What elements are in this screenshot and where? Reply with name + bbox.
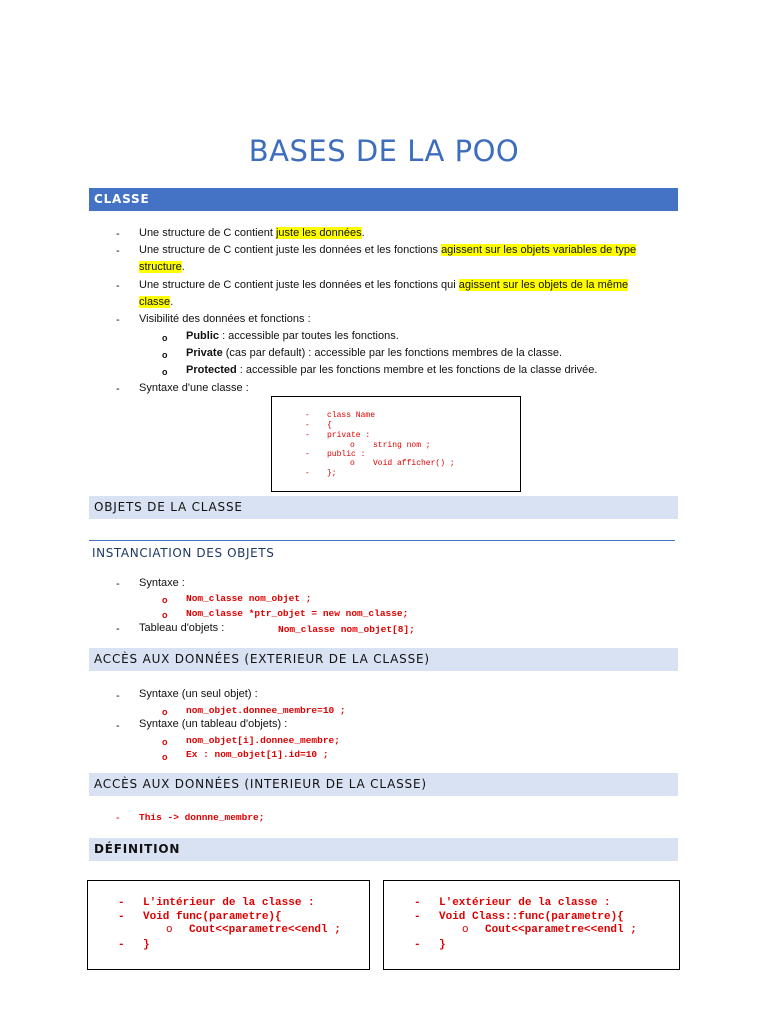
list-dash: - <box>116 383 120 395</box>
instanciation-syntaxe: Syntaxe : <box>139 577 185 589</box>
sub-bullet: o <box>162 333 168 343</box>
classe-line-2-cont: structure. <box>139 261 185 273</box>
definition-box-exterieur: - L'extérieur de la classe : - Void Class::func(parametre){ o Cout<<parametre<<endl ; - } <box>383 880 680 970</box>
code-line: L'intérieur de la classe : <box>143 897 315 909</box>
class-syntax-box: - class Name - { - private : o string nom ; - public : o Void afficher() ; - }; <box>271 396 521 492</box>
section-header-classe: CLASSE <box>89 188 678 211</box>
list-dash: - <box>116 228 120 240</box>
list-dash: - <box>116 578 120 590</box>
code-line: Cout<<parametre<<endl ; <box>485 924 637 936</box>
classe-line-2: Une structure de C contient juste les données et les fonctions agissent sur les objets variables de type <box>139 244 637 256</box>
code-line: L'extérieur de la classe : <box>439 897 611 909</box>
code-line: } <box>439 939 446 951</box>
code-line: class Name <box>327 411 376 420</box>
sub-bullet: o <box>162 367 168 377</box>
instanciation-tableau: Tableau d'objets : <box>139 622 225 634</box>
sub-bullet: o <box>162 350 168 360</box>
list-dash: - <box>116 245 120 257</box>
visibility-public: Public : accessible par toutes les fonctions. <box>186 330 399 342</box>
code-line: string nom ; <box>373 441 431 450</box>
subsection-instanciation: INSTANCIATION DES OBJETS <box>89 540 675 564</box>
code-line: nom_objet.donnee_membre=10 ; <box>186 705 346 716</box>
sub-bullet: o <box>162 610 168 620</box>
code-line: Nom_classe nom_objet[8]; <box>278 624 415 635</box>
definition-box-interieur: - L'intérieur de la classe : - Void func(parametre){ o Cout<<parametre<<endl ; - } <box>87 880 370 970</box>
sub-bullet: o <box>162 737 168 747</box>
acces-ext-syntaxe-2: Syntaxe (un tableau d'objets) : <box>139 718 288 730</box>
visibility-protected: Protected : accessible par les fonctions membre et les fonctions de la classe drivée. <box>186 364 598 376</box>
list-dash: - <box>116 280 120 292</box>
list-dash: - <box>116 623 120 635</box>
classe-line-4: Visibilité des données et fonctions : <box>139 313 311 325</box>
code-line: Nom_classe *ptr_objet = new nom_classe; <box>186 608 409 619</box>
classe-line-3: Une structure de C contient juste les données et les fonctions qui agissent sur les objets de la même <box>139 279 629 291</box>
code-line: Void Class::func(parametre){ <box>439 911 624 923</box>
sub-bullet: o <box>162 707 168 717</box>
code-line: Nom_classe nom_objet ; <box>186 593 312 604</box>
code-line: Void func(parametre){ <box>143 911 282 923</box>
list-dash: - <box>116 314 120 326</box>
code-line: public : <box>327 450 366 459</box>
code-line: nom_objet[i].donnee_membre; <box>186 735 340 746</box>
list-dash: - <box>116 720 120 732</box>
classe-line-5: Syntaxe d'une classe : <box>139 382 249 394</box>
code-line: }; <box>327 469 337 478</box>
code-line: Void afficher() ; <box>373 459 455 468</box>
section-header-acces-ext: ACCÈS AUX DONNÉES (EXTERIEUR DE LA CLASSE) <box>89 648 678 671</box>
section-header-definition: DÉFINITION <box>89 838 678 861</box>
section-header-objets: OBJETS DE LA CLASSE <box>89 496 678 519</box>
code-line: This -> donnne_membre; <box>139 812 265 823</box>
code-line: private : <box>327 431 371 440</box>
list-dash: - <box>116 690 120 702</box>
page-title: BASES DE LA POO <box>248 134 520 168</box>
code-line: Cout<<parametre<<endl ; <box>189 924 341 936</box>
code-line: { <box>327 421 332 430</box>
code-line: } <box>143 939 150 951</box>
classe-line-3-cont: classe. <box>139 296 174 308</box>
acces-ext-syntaxe-1: Syntaxe (un seul objet) : <box>139 688 258 700</box>
visibility-private: Private (cas par default) : accessible par les fonctions membres de la classe. <box>186 347 563 359</box>
code-line: Ex : nom_objet[1].id=10 ; <box>186 749 329 760</box>
section-header-acces-int: ACCÈS AUX DONNÉES (INTERIEUR DE LA CLASSE) <box>89 773 678 796</box>
classe-line-1: Une structure de C contient juste les données. <box>139 227 365 239</box>
list-dash: - <box>116 812 120 824</box>
sub-bullet: o <box>162 752 168 762</box>
sub-bullet: o <box>162 595 168 605</box>
